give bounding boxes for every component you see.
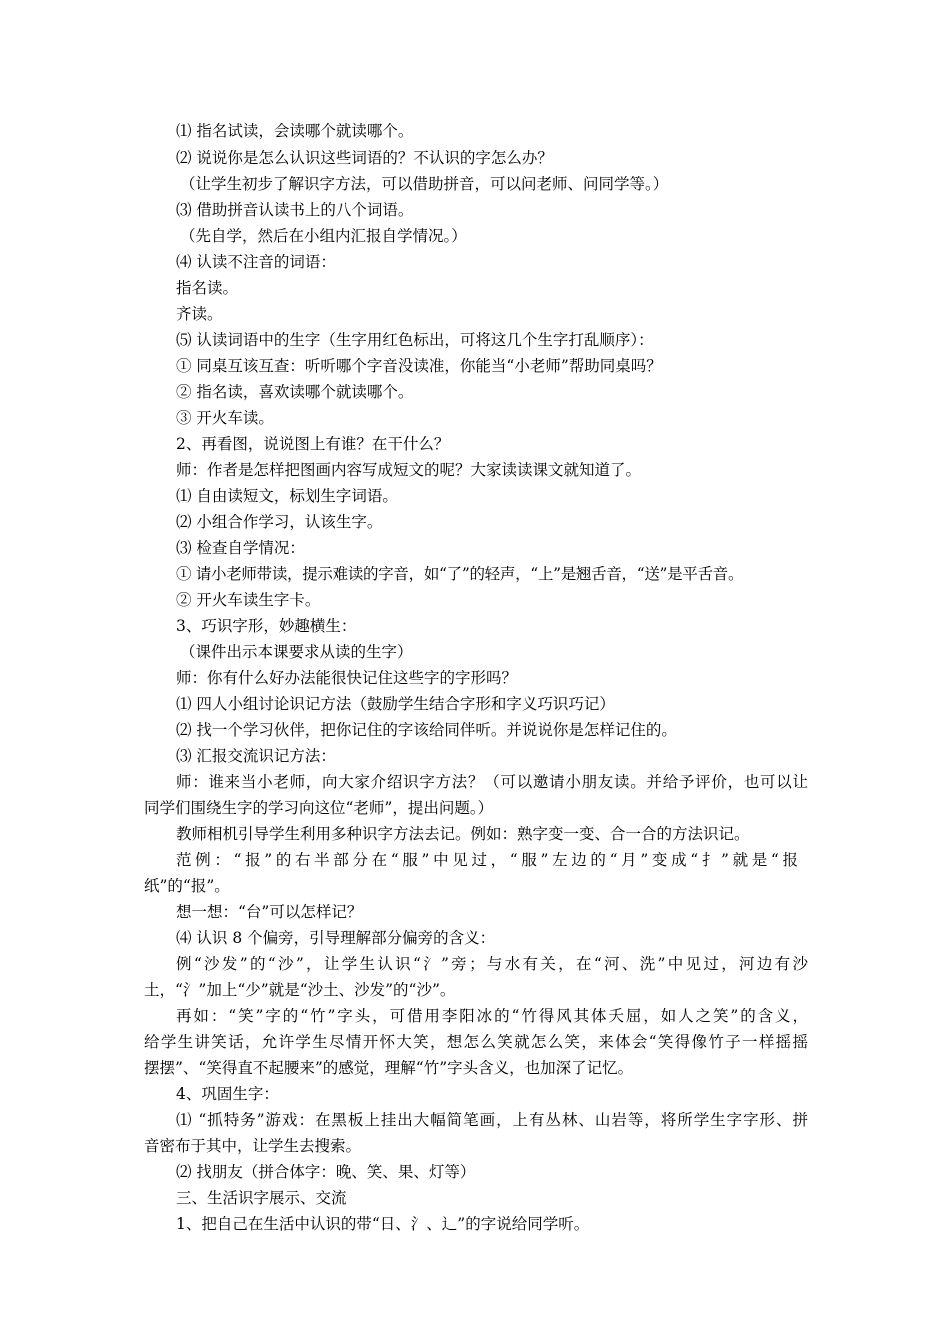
text-line: 同学们围绕生字的学习向这位“老师”，提出问题。） [144, 799, 494, 817]
text-line: 范例：“报”的右半部分在“服”中见过，“服”左边的“月”变成“扌”就是“报 [176, 851, 798, 869]
text-line: 3、巧识字形，妙趣横生： [176, 617, 357, 635]
text-line: ② 指名读，喜欢读哪个就读哪个。 [176, 383, 414, 401]
text-line: （先自学，然后在小组内汇报自学情况。） [180, 227, 467, 245]
text-line: 2、再看图，说说图上有谁？在干什么？ [176, 435, 450, 453]
text-line: 纸”的“报”。 [144, 877, 230, 895]
text-line: ⑴ 四人小组讨论识记方法（鼓励学生结合字形和字义巧识巧记） [176, 695, 615, 713]
text-line: ⑷ 认读不注音的词语： [176, 253, 336, 271]
text-line: 例“沙发”的“沙”，让学生认识“氵”旁；与水有关，在“河、洗”中见过，河边有沙 [176, 955, 808, 973]
text-line: 教师相机引导学生利用多种识字方法去记。例如：熟字变一变、合一合的方法识记。 [176, 825, 750, 843]
text-line: 1、把自己在生活中认识的带“日、氵、辶”的字说给同学听。 [176, 1215, 590, 1233]
text-line: ① 请小老师带读，提示难读的字音，如“了”的轻声，“上”是翘舌音，“送”是平舌音。 [176, 565, 744, 583]
text-line: 给学生讲笑话，允许学生尽情开怀大笑，想怎么笑就怎么笑，来体会“笑得像竹子一样摇摇 [144, 1033, 808, 1051]
text-line: ⑸ 认读词语中的生字（生字用红色标出，可将这几个生字打乱顺序）： [176, 331, 654, 349]
text-line: 齐读。 [176, 305, 223, 323]
text-line: 4、巩固生字： [176, 1085, 279, 1103]
text-line: 音密布于其中，让学生去搜索。 [144, 1137, 362, 1155]
text-line: （课件出示本课要求从读的生字） [180, 643, 413, 661]
text-line: （让学生初步了解识字方法，可以借助拼音，可以问老师、问同学等。） [180, 175, 669, 193]
text-line: 土，“氵”加上“少”就是“沙土、沙发”的“沙”。 [144, 981, 456, 999]
text-line: ⑴ 指名试读，会读哪个就读哪个。 [176, 122, 414, 140]
text-line: 师：谁来当小老师，向大家介绍识字方法？（可以邀请小朋友读。并给予评价，也可以让 [176, 773, 808, 791]
text-line: ⑵ 说说你是怎么认识这些词语的？不认识的字怎么办？ [176, 149, 553, 167]
text-line: 想一想：“台”可以怎样记？ [176, 903, 363, 921]
text-line: ⑵ 小组合作学习，认该生字。 [176, 513, 383, 531]
text-line: ③ 开火车读。 [176, 409, 274, 427]
text-line: ⑵ 找一个学习伙伴，把你记住的字该给同伴听。并说说你是怎样记住的。 [176, 721, 677, 739]
text-line: ⑴ 自由读短文，标划生字词语。 [176, 487, 398, 505]
text-line: ⑶ 汇报交流识记方法： [176, 747, 336, 765]
text-line: 再如：“笑”字的“竹”字头，可借用李阳冰的“竹得风其体夭屈，如人之笑”的含义， [176, 1007, 808, 1025]
text-line: 摆摆”、“笑得直不起腰来”的感觉，理解“竹”字头含义，也加深了记忆。 [144, 1059, 634, 1077]
text-line: 师：你有什么好办法能很快记住这些字的字形吗？ [176, 669, 518, 687]
text-line: ⑶ 借助拼音认读书上的八个词语。 [176, 201, 414, 219]
text-line: 三、生活识字展示、交流 [176, 1189, 347, 1207]
text-line: ① 同桌互该互查：听听哪个字音没读准，你能当“小老师”帮助同桌吗？ [176, 357, 662, 375]
text-line: ⑷ 认识 8 个偏旁，引导理解部分偏旁的含义： [176, 929, 496, 947]
text-line: ② 开火车读生字卡。 [176, 591, 321, 609]
text-line: 指名读。 [176, 279, 239, 297]
text-line: ⑴ “抓特务”游戏：在黑板上挂出大幅简笔画，上有丛林、山岩等，将所学生字字形、拼 [176, 1111, 808, 1129]
text-line: ⑵ 找朋友（拼合体字：晚、笑、果、灯等） [176, 1163, 476, 1181]
text-line: ⑶ 检查自学情况： [176, 539, 305, 557]
text-line: 师：作者是怎样把图画内容写成短文的呢？大家读读课文就知道了。 [176, 461, 642, 479]
